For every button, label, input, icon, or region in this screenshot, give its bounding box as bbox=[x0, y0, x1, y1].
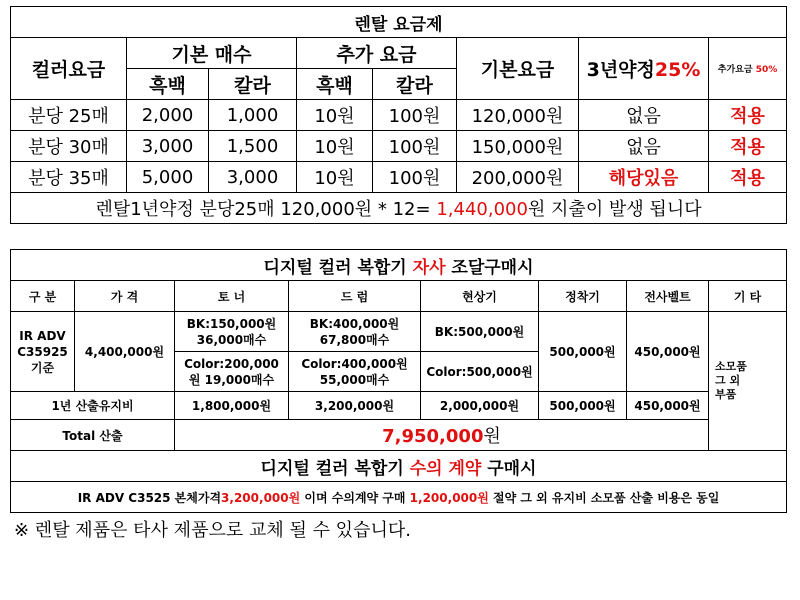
bw-extra: 10원 bbox=[297, 131, 373, 162]
model-name: IR ADV C35925 기준 bbox=[11, 312, 75, 392]
header-extra-rate: 추가 요금 bbox=[297, 38, 457, 69]
header-extra-fee: 추가요금 50% bbox=[709, 38, 787, 100]
etc-note: 소모품 그 외 부품 bbox=[709, 312, 787, 451]
purchase-title: 디지털 컬러 복합기 자사 조달구매시 bbox=[11, 250, 787, 281]
header-etc: 기 타 bbox=[709, 281, 787, 312]
developer-color: Color:500,000원 bbox=[421, 352, 539, 392]
base-fee: 150,000원 bbox=[457, 131, 579, 162]
fuser-price: 500,000원 bbox=[539, 312, 627, 392]
drum-color: Color:400,000원 55,000매수 bbox=[289, 352, 421, 392]
header-price: 가 격 bbox=[75, 281, 175, 312]
color-pages: 1,500 bbox=[209, 131, 297, 162]
contract-title: 디지털 컬러 복합기 수의 계약 구매시 bbox=[11, 451, 787, 482]
plan-name: 분당 25매 bbox=[11, 100, 127, 131]
rental-cost-note: 렌탈1년약정 분당25매 120,000원 * 12= 1,440,000원 지출이 발생 됩니다 bbox=[11, 193, 787, 224]
header-base-fee: 기본요금 bbox=[457, 38, 579, 100]
bw-pages: 2,000 bbox=[127, 100, 209, 131]
annual-label: 1년 산출유지비 bbox=[11, 392, 175, 420]
belt-price: 450,000원 bbox=[627, 312, 709, 392]
contract: 없음 bbox=[579, 131, 709, 162]
total-amount: 7,950,000원 bbox=[175, 420, 709, 451]
header-color-extra: 칼라 bbox=[373, 69, 457, 100]
annual-fuser: 500,000원 bbox=[539, 392, 627, 420]
bw-extra: 10원 bbox=[297, 100, 373, 131]
header-toner: 토 너 bbox=[175, 281, 289, 312]
header-color-rate: 컬러요금 bbox=[11, 38, 127, 100]
base-fee: 120,000원 bbox=[457, 100, 579, 131]
toner-color: Color:200,000 원 19,000매수 bbox=[175, 352, 289, 392]
table-row bbox=[11, 100, 787, 131]
extra-fee: 적용 bbox=[709, 100, 787, 131]
color-pages: 1,000 bbox=[209, 100, 297, 131]
rental-title: 렌탈 요금제 bbox=[11, 7, 787, 38]
contract: 없음 bbox=[579, 100, 709, 131]
total-label: Total 산출 bbox=[11, 420, 175, 451]
contract-note: IR ADV C3525 본체가격3,200,000원 이며 수의계약 구매 1,200,000원 절약 그 외 유지비 소모품 산출 비용은 동일 bbox=[11, 482, 787, 513]
footnote: ※ 렌탈 제품은 타사 제품으로 교체 될 수 있습니다. bbox=[14, 520, 411, 541]
header-belt: 전사벨트 bbox=[627, 281, 709, 312]
rental-plan-table bbox=[10, 6, 787, 224]
color-extra: 100원 bbox=[373, 131, 457, 162]
bw-pages: 5,000 bbox=[127, 162, 209, 193]
annual-developer: 2,000,000원 bbox=[421, 392, 539, 420]
developer-bk: BK:500,000원 bbox=[421, 312, 539, 352]
plan-name: 분당 35매 bbox=[11, 162, 127, 193]
header-bw-extra: 흑백 bbox=[297, 69, 373, 100]
header-color: 칼라 bbox=[209, 69, 297, 100]
header-base-pages: 기본 매수 bbox=[127, 38, 297, 69]
color-pages: 3,000 bbox=[209, 162, 297, 193]
header-contract-3yr: 3년약정25% bbox=[579, 38, 709, 100]
header-drum: 드 럼 bbox=[289, 281, 421, 312]
plan-name: 분당 30매 bbox=[11, 131, 127, 162]
header-developer: 현상기 bbox=[421, 281, 539, 312]
base-fee: 200,000원 bbox=[457, 162, 579, 193]
header-fuser: 정착기 bbox=[539, 281, 627, 312]
annual-belt: 450,000원 bbox=[627, 392, 709, 420]
table-row bbox=[11, 162, 787, 193]
toner-bk: BK:150,000원 36,000매수 bbox=[175, 312, 289, 352]
purchase-table bbox=[10, 249, 787, 513]
contract: 해당있음 bbox=[579, 162, 709, 193]
header-category: 구 분 bbox=[11, 281, 75, 312]
color-extra: 100원 bbox=[373, 162, 457, 193]
bw-extra: 10원 bbox=[297, 162, 373, 193]
drum-bk: BK:400,000원 67,800매수 bbox=[289, 312, 421, 352]
annual-drum: 3,200,000원 bbox=[289, 392, 421, 420]
model-price: 4,400,000원 bbox=[75, 312, 175, 392]
table-row bbox=[11, 131, 787, 162]
bw-pages: 3,000 bbox=[127, 131, 209, 162]
extra-fee: 적용 bbox=[709, 162, 787, 193]
header-bw: 흑백 bbox=[127, 69, 209, 100]
color-extra: 100원 bbox=[373, 100, 457, 131]
annual-toner: 1,800,000원 bbox=[175, 392, 289, 420]
extra-fee: 적용 bbox=[709, 131, 787, 162]
